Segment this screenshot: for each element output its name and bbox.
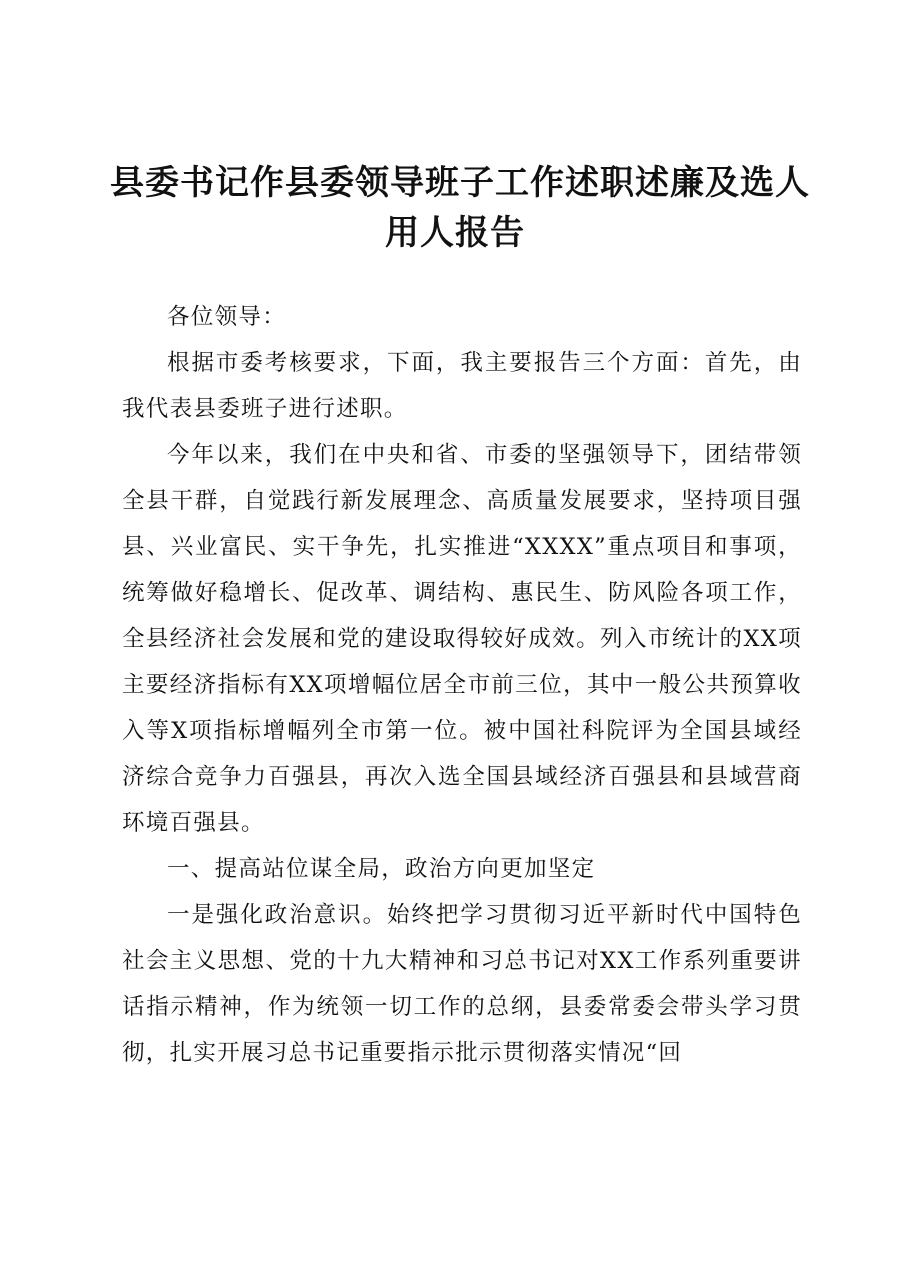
salutation: 各位领导： [167, 304, 287, 330]
document-body [122, 294, 802, 1076]
document-title [110, 158, 810, 258]
paragraph-intro: 根据市委考核要求，下面，我主要报告三个方面：首先，由我代表县委班子进行述职。 [122, 350, 802, 422]
paragraph-political-awareness: 一是强化政治意识。始终把学习贯彻习近平新时代中国特色社会主义思想、党的十九大精神和习总书记对XX工作系列重要讲话指示精神，作为统领一切工作的总纲，县委常委会带头学习贯彻，扎实开展习总书记重要指示批示贯彻落实情况“回 [122, 902, 802, 1066]
title-line-1: 县委书记作县委领导班子工作述职述廉及选人 [110, 163, 810, 203]
title-line-2: 用人报告 [385, 213, 525, 253]
section-heading-1: 一、提高站位谋全局，政治方向更加坚定 [167, 856, 596, 882]
paragraph-overview: 今年以来，我们在中央和省、市委的坚强领导下，团结带领全县干群，自觉践行新发展理念、高质量发展要求，坚持项目强县、兴业富民、实干争先，扎实推进“XXXX”重点项目和事项，统筹做好稳增长、促改革、调结构、惠民生、防风险各项工作，全县经济社会发展和党的建设取得较好成效。列入市统计的XX项主要经济指标有XX项增幅位居全市前三位，其中一般公共预算收入等X项指标增幅列全市第一位。被中国社科院评为全国县域经济综合竞争力百强县，再次入选全国县域经济百强县和县域营商环境百强县。 [122, 442, 802, 836]
